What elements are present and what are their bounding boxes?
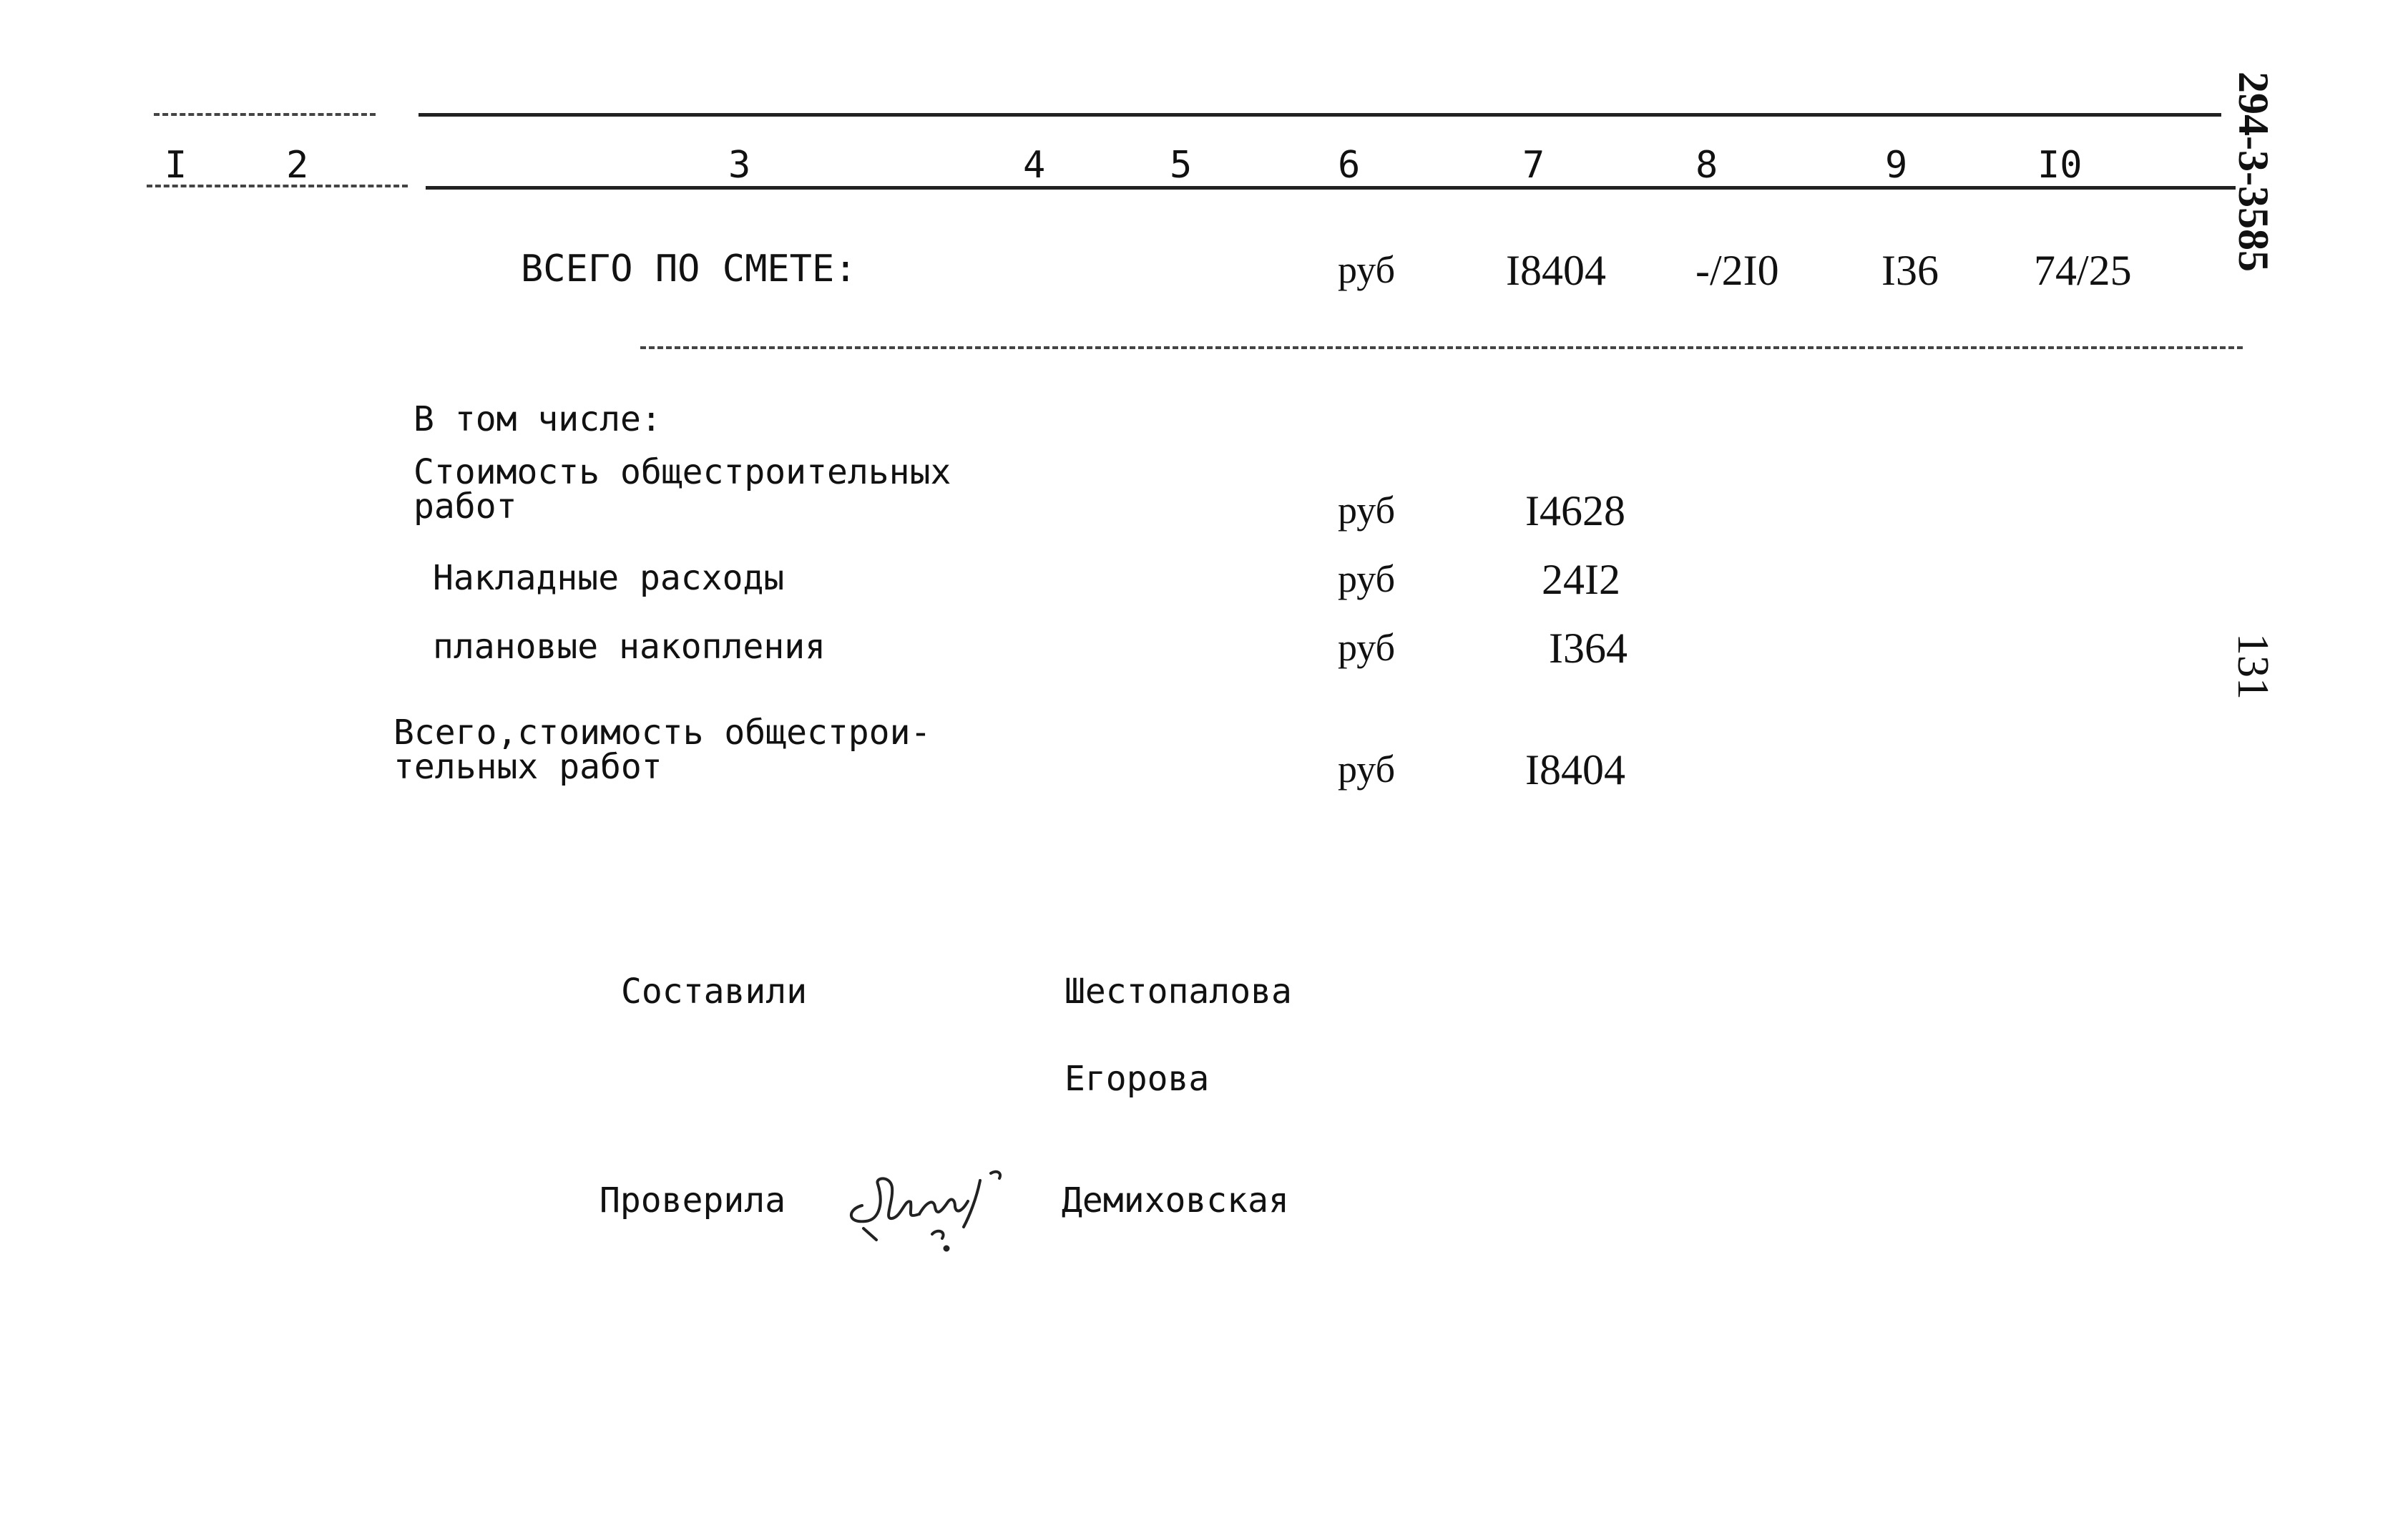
breakdown-value-planned-savings: I364 [1549,625,1628,672]
table-top-rule-left [154,113,376,116]
total-col10: 74/25 [2034,247,2132,294]
total-col9: I36 [1881,247,1939,294]
breakdown-label-planned-savings: плановые накопления [433,627,826,667]
breakdown-label-total-construction: Всего,стоимость общестрои- тельных работ [393,713,931,787]
total-col8: -/2I0 [1695,247,1779,294]
compiled-by-label: Составили [621,972,808,1012]
breakdown-label-construction: Стоимость общестроительных работ [413,452,951,527]
column-header-7: 7 [1522,144,1545,187]
column-header-1: I [165,144,187,187]
column-header-10: I0 [2037,144,2082,187]
total-unit: руб [1338,248,1396,291]
document-code: 294-3-3585 [2230,72,2277,272]
total-col7: I8404 [1506,247,1606,294]
total-label: ВСЕГО ПО СМЕТЕ: [521,248,857,290]
breakdown-value-construction: I4628 [1525,487,1625,534]
handwritten-signature [841,1163,1027,1256]
breakdown-label-overhead: Накладные расходы [433,558,785,598]
column-header-9: 9 [1885,144,1908,187]
table-top-rule [419,113,2221,117]
compiled-by-name-2: Егорова [1064,1059,1210,1099]
total-underline [640,346,2243,349]
column-header-6: 6 [1338,144,1361,187]
breakdown-unit-overhead: руб [1338,557,1396,600]
checked-by-label: Проверила [599,1180,786,1221]
compiled-by-name-1: Шестопалова [1064,972,1292,1012]
column-header-8: 8 [1695,144,1718,187]
column-header-2: 2 [286,144,309,187]
breakdown-unit-planned-savings: руб [1338,626,1396,669]
breakdown-value-overhead: 24I2 [1542,556,1620,603]
breakdown-unit-total-construction: руб [1338,748,1396,791]
breakdown-heading: В том числе: [413,399,662,439]
breakdown-value-total-construction: I8404 [1525,746,1625,793]
header-bottom-rule [426,186,2236,190]
page-number: 131 [2228,633,2277,700]
checked-by-name: Демиховская [1062,1180,1289,1221]
column-header-4: 4 [1023,144,1046,187]
column-header-3: 3 [728,144,751,187]
breakdown-unit-construction: руб [1338,489,1396,532]
column-header-5: 5 [1170,144,1193,187]
